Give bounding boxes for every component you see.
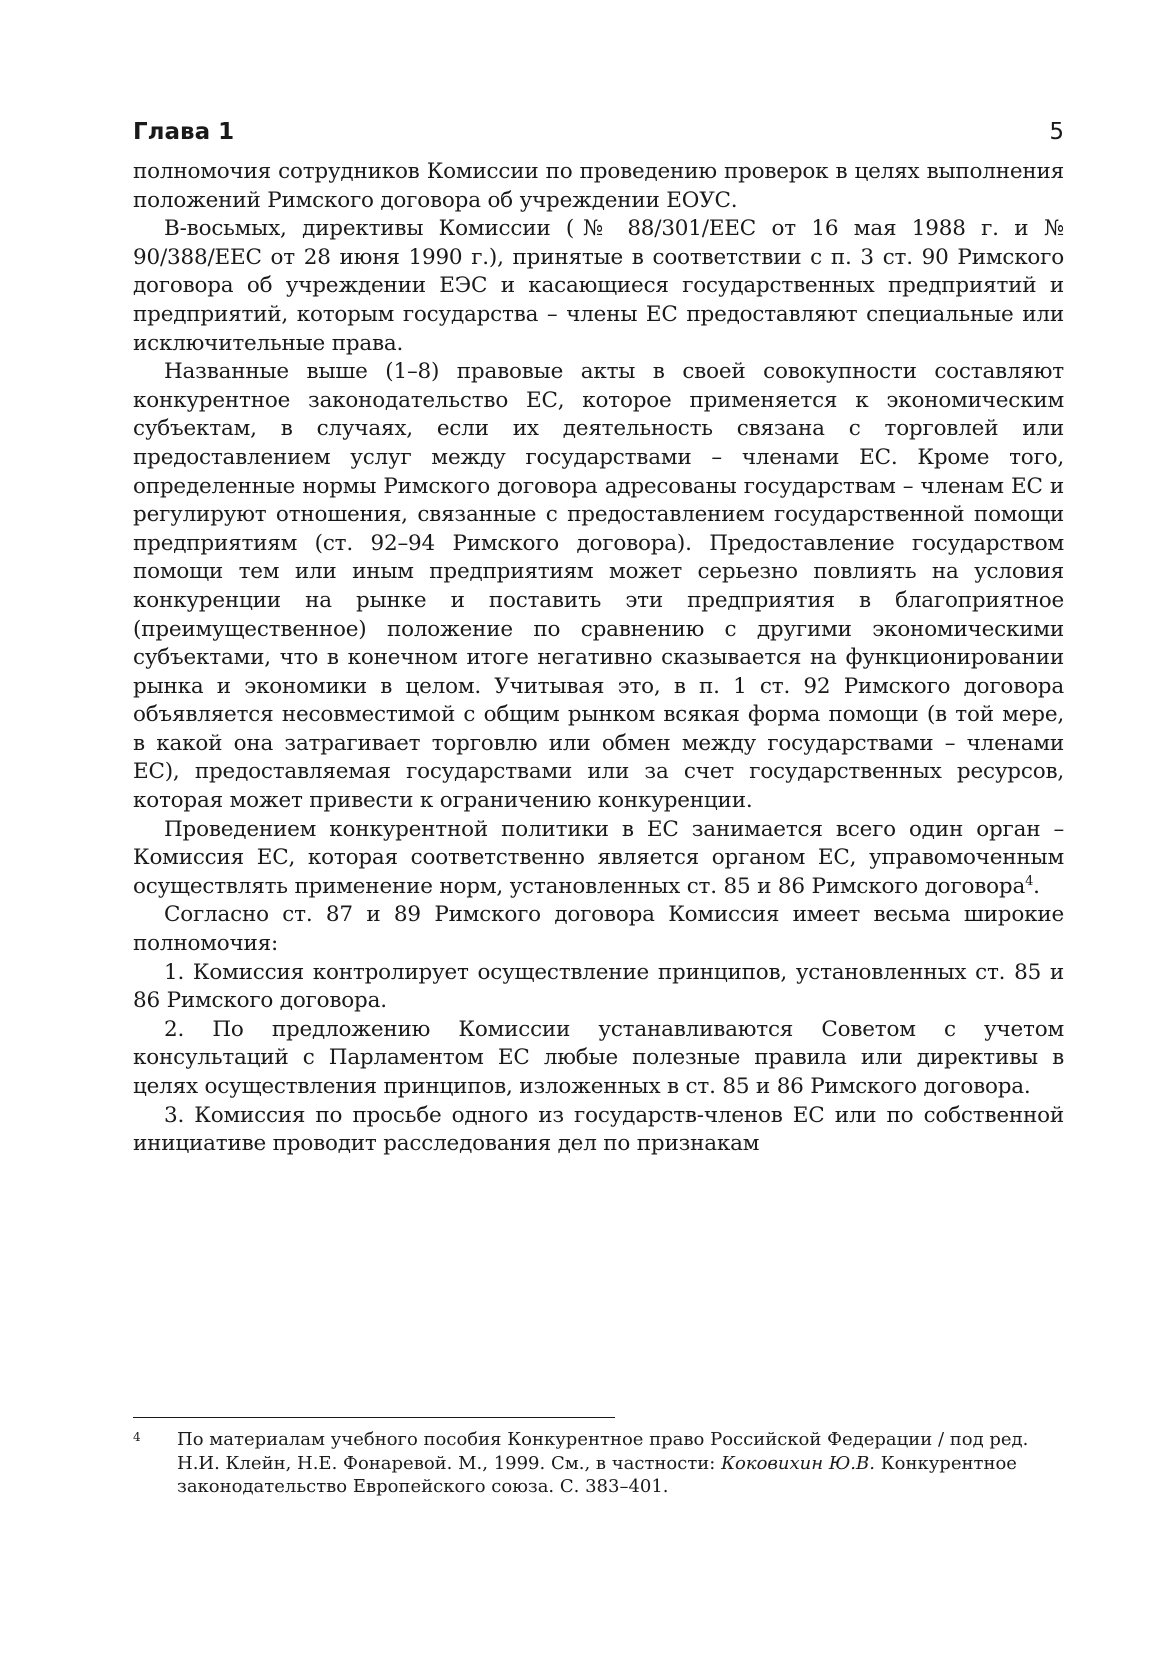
footnote xyxy=(133,1428,1064,1499)
footnote-mark: 4 xyxy=(133,1430,141,1444)
footnote-divider xyxy=(133,1417,615,1418)
paragraph: Названные выше (1–8) правовые акты в своей совокупности составляют конкурентное законодательство ЕС, которое применяется к экономическим субъектам, в случаях, если их деятельность связана с торговлей или предоставлением услуг между государствами – членами ЕС. Кроме того, определенные нормы Римского договора адресованы государствам – членам ЕС и регулируют отношения, связанные с предоставлением государственной помощи предприятиям (ст. 92–94 Римского договора). Предоставление государством помощи тем или иным предприятиям может серьезно повлиять на условия конкуренции на рынке и поставить эти предприятия в благоприятное (преимущественное) положение по сравнению с другими экономическими субъектами, что в конечном итоге негативно сказывается на функционировании рынка и экономики в целом. Учитывая это, в п. 1 ст. 92 Римского договора объявляется несовместимой с общим рынком всякая форма помощи (в той мере, в какой она затрагивает торговлю или обмен между государствами – членами ЕС), предоставляемая государствами или за счет государственных ресурсов, которая может привести к ограничению конкуренции. xyxy=(133,359,1064,814)
body-text xyxy=(133,158,1064,1159)
footnote-text xyxy=(177,1428,1064,1499)
footnote-author: Коковихин Ю.В. xyxy=(721,1452,875,1474)
footnote-reference[interactable]: 4 xyxy=(1025,873,1034,889)
chapter-title: Глава 1 xyxy=(133,119,235,145)
paragraph xyxy=(133,816,1064,902)
footnote-text-part: По материалам учебного пособия Конкурентное право Российской Федерации / под ред. Н.И. Клейн, Н.Е. Фонаревой. М., 1999. См., в частности: xyxy=(177,1429,1029,1474)
page xyxy=(133,118,1064,1159)
paragraph: В-восьмых, директивы Комиссии (№ 88/301/EEC от 16 мая 1988 г. и № 90/388/EEC от 28 июня 1990 г.), принятые в соответствии с п. 3 ст. 90 Римского договора об учреждении ЕЭС и касающиеся государственных предприятий и предприятий, которым государства – члены ЕС предоставляют специальные или исключительные права. xyxy=(133,216,1064,356)
paragraph-text: Проведением конкурентной политики в ЕС занимается всего один орган – Комиссия ЕС, которая соответственно является органом ЕС, управомоченным осуществлять применение норм, установленных ст. 85 и 86 Римского договора xyxy=(133,816,1064,899)
paragraph-end: . xyxy=(1033,873,1040,899)
list-item: 1. Комиссия контролирует осуществление принципов, установленных ст. 85 и 86 Римского договора. xyxy=(133,959,1064,1014)
list-item: 3. Комиссия по просьбе одного из государств-членов ЕС или по собственной инициативе проводит расследования дел по признакам xyxy=(133,1102,1064,1157)
paragraph: Согласно ст. 87 и 89 Римского договора Комиссия имеет весьма широкие полномочия: xyxy=(133,902,1064,957)
running-head xyxy=(133,118,1064,158)
page-number: 5 xyxy=(1049,119,1064,145)
footnote-text-part: Конкурентное законодательство Европейского союза. С. 383–401. xyxy=(177,1452,1017,1497)
list-item: 2. По предложению Комиссии устанавливаются Советом с учетом консультаций с Парламентом ЕС любые полезные правила или директивы в целях осуществления принципов, изложенных в ст. 85 и 86 Римского договора. xyxy=(133,1016,1064,1099)
paragraph: полномочия сотрудников Комиссии по проведению проверок в целях выполнения положений Римского договора об учреждении ЕОУС. xyxy=(133,159,1064,213)
